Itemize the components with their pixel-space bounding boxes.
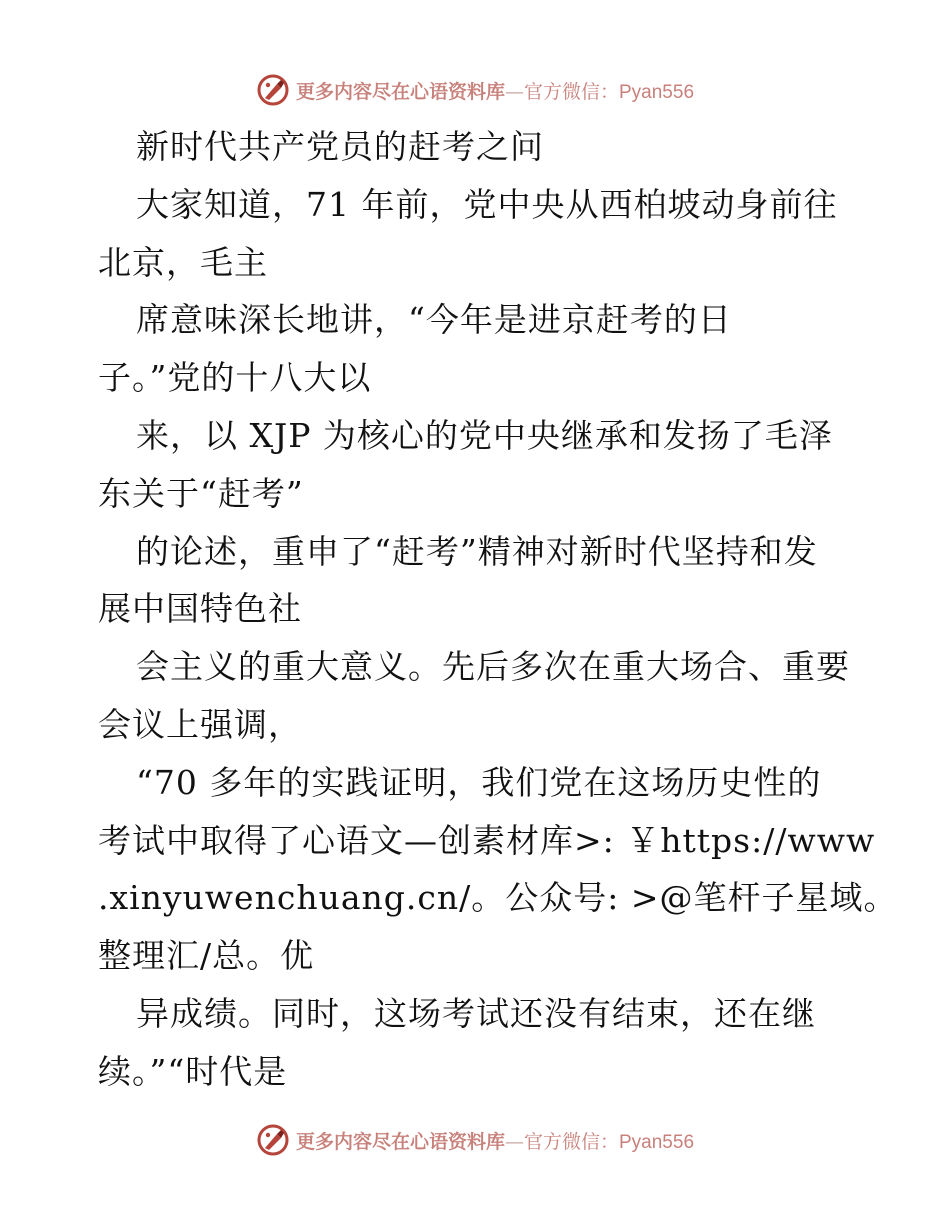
text-line: 新时代共产党员的赶考之问 (136, 127, 544, 166)
watermark-main-text: 更多内容尽在心语资料库 (295, 80, 505, 103)
watermark-footer-inner (256, 1123, 694, 1157)
text-line: 展中国特色社 (98, 589, 302, 629)
watermark-handle: Pyan556 (619, 1131, 695, 1153)
text-line: 席意味深长地讲，“今年是进京赶考的日 (136, 300, 732, 340)
text-line: 子。”党的十八大以 (98, 358, 372, 398)
text-line: 的论述，重申了“赶考”精神对新时代坚持和发 (136, 531, 818, 571)
watermark-separator: — (504, 1130, 524, 1153)
text-line: 大家知道，71 年前，党中央从西柏坡动身前往 (136, 184, 838, 224)
text-line: 整理汇/总。优 (98, 936, 315, 976)
watermark-header-inner (256, 73, 694, 107)
text-line: .xinyuwenchuang.cn/。公众号: >@笔杆子星域。 (98, 878, 898, 918)
pen-nib-circle-icon (256, 1123, 290, 1157)
text-line: “70 多年的实践证明，我们党在这场历史性的 (136, 762, 822, 802)
text-line: 续。”“时代是 (98, 1051, 288, 1091)
text-line: 来，以 XJP 为核心的党中央继承和发扬了毛泽 (136, 415, 833, 455)
text-line: 北京，毛主 (98, 242, 268, 282)
watermark-main-text: 更多内容尽在心语资料库 (295, 1130, 505, 1153)
watermark-text (296, 1127, 694, 1154)
watermark-text (296, 77, 694, 104)
text-line: 异成绩。同时，这场考试还没有结束，还在继 (136, 993, 816, 1033)
watermark-header (0, 70, 950, 110)
watermark-wechat-label: 官方微信： (523, 1130, 619, 1153)
watermark-footer (0, 1120, 950, 1160)
text-line: 会主义的重大意义。先后多次在重大场合、重要 (136, 647, 850, 687)
text-line: 东关于“赶考” (98, 473, 304, 513)
document-body (98, 118, 898, 1101)
text-line: 会议上强调， (98, 704, 302, 744)
watermark-handle: Pyan556 (619, 81, 695, 103)
watermark-separator: — (504, 80, 524, 103)
pen-nib-circle-icon (256, 73, 290, 107)
watermark-wechat-label: 官方微信： (523, 80, 619, 103)
text-line: 考试中取得了心语文—创素材库>: ￥https://www (98, 820, 876, 860)
